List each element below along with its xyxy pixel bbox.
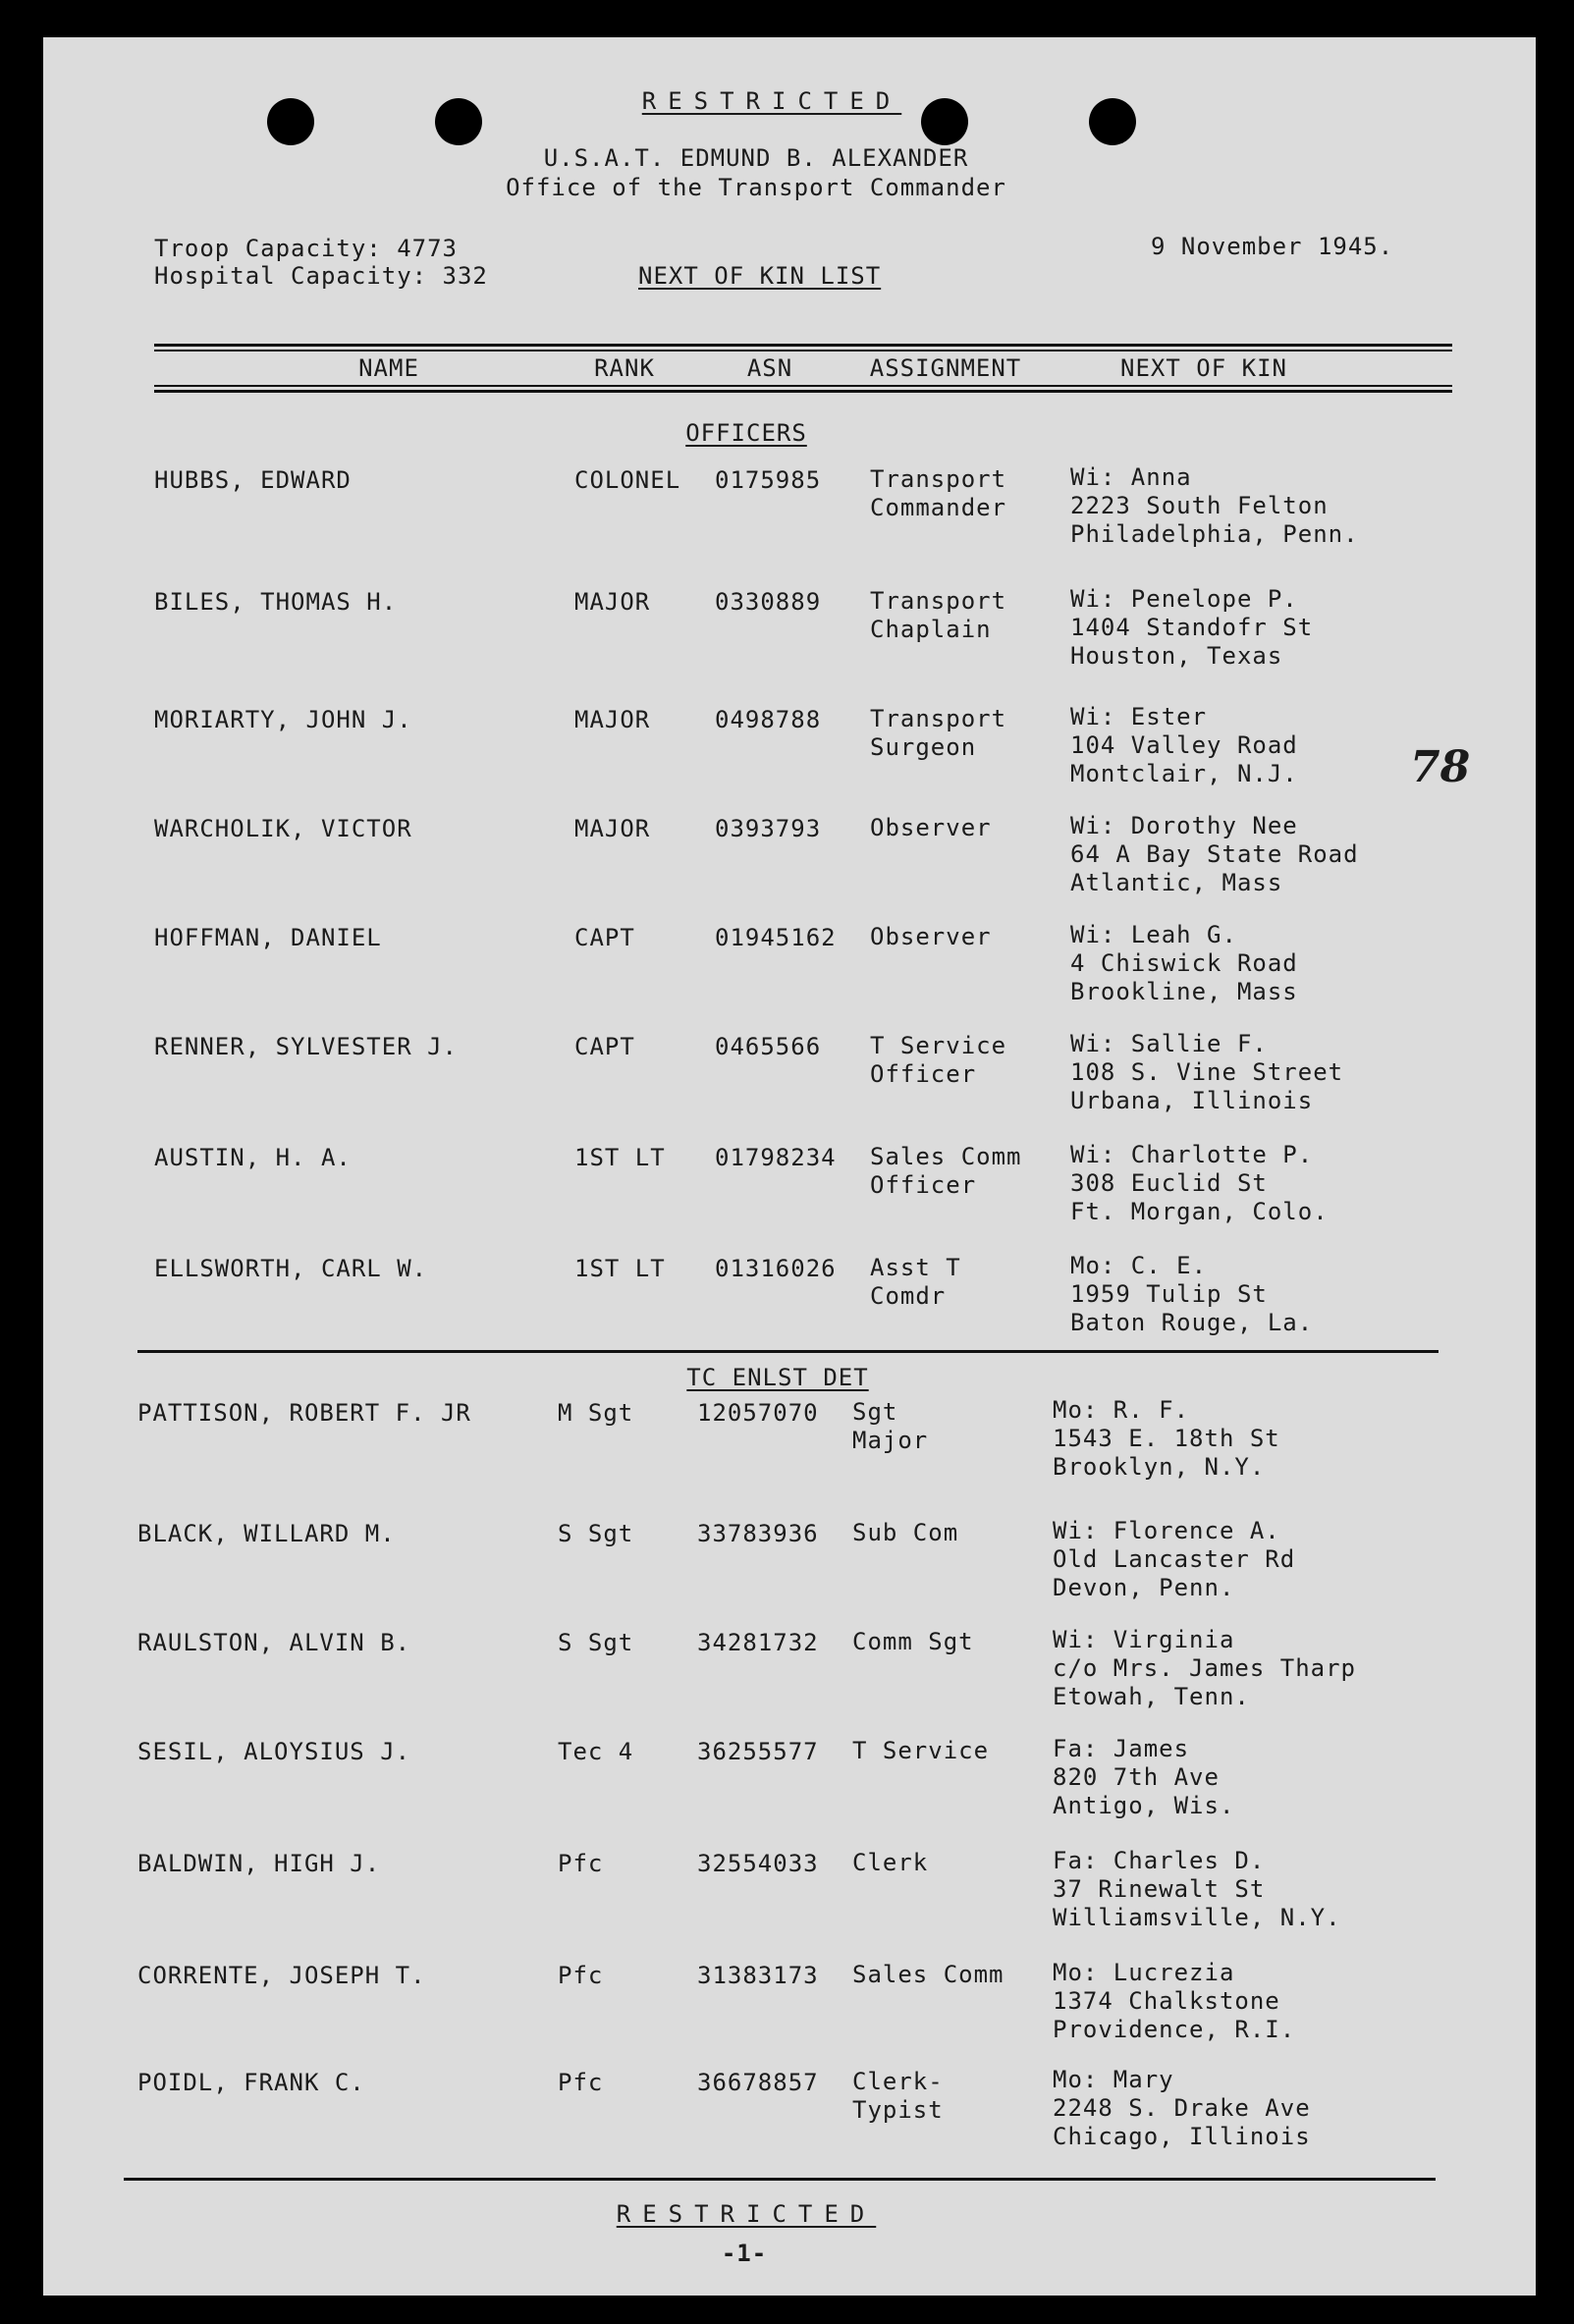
person-assignment-line: Transport — [870, 465, 1007, 493]
next-of-kin-line: 64 A Bay State Road — [1070, 840, 1359, 868]
section-divider — [137, 1350, 1438, 1353]
next-of-kin-line: Fa: James — [1053, 1735, 1190, 1762]
handwritten-number: 78 — [1410, 742, 1471, 792]
next-of-kin-line: Devon, Penn. — [1053, 1574, 1235, 1601]
person-asn: 0465566 — [715, 1033, 822, 1060]
person-assignment-line: Comdr — [870, 1282, 947, 1310]
person-rank: MAJOR — [574, 588, 651, 616]
column-header-kin: NEXT OF KIN — [1120, 354, 1287, 382]
page-number: -1- — [721, 2240, 768, 2267]
person-assignment-line: Observer — [870, 923, 992, 950]
punch-hole — [1089, 98, 1136, 145]
next-of-kin-line: Mo: Lucrezia — [1053, 1959, 1235, 1986]
next-of-kin-line: 2248 S. Drake Ave — [1053, 2094, 1311, 2122]
next-of-kin-line: Old Lancaster Rd — [1053, 1545, 1296, 1573]
header-rule-bottom — [154, 385, 1452, 387]
next-of-kin-line: 1374 Chalkstone — [1053, 1987, 1280, 2015]
next-of-kin-line: Wi: Leah G. — [1070, 921, 1237, 948]
next-of-kin-line: Wi: Ester — [1070, 703, 1208, 730]
person-assignment-line: Transport — [870, 587, 1007, 615]
person-name: RENNER, SYLVESTER J. — [154, 1033, 458, 1060]
next-of-kin-line: Brooklyn, N.Y. — [1053, 1453, 1266, 1481]
person-rank: S Sgt — [558, 1520, 634, 1547]
classification-bottom: RESTRICTED — [616, 2200, 877, 2228]
next-of-kin-line: 1543 E. 18th St — [1053, 1425, 1280, 1452]
person-assignment-line: Sales Comm — [870, 1143, 1022, 1170]
next-of-kin-line: 4 Chiswick Road — [1070, 949, 1298, 977]
person-assignment-line: Major — [852, 1427, 929, 1454]
next-of-kin-line: Mo: C. E. — [1070, 1252, 1208, 1279]
punch-hole — [921, 98, 968, 145]
next-of-kin-line: 108 S. Vine Street — [1070, 1058, 1344, 1086]
column-header-assignment: ASSIGNMENT — [869, 354, 1022, 382]
list-title: NEXT OF KIN LIST — [638, 262, 882, 290]
troop-capacity: Troop Capacity: 4773 — [154, 235, 458, 262]
person-assignment-line: Clerk — [852, 1849, 929, 1876]
person-name: AUSTIN, H. A. — [154, 1144, 352, 1171]
person-assignment-line: Clerk- — [852, 2068, 944, 2095]
next-of-kin-line: Wi: Anna — [1070, 463, 1192, 491]
person-rank: MAJOR — [574, 706, 651, 733]
person-name: ELLSWORTH, CARL W. — [154, 1255, 428, 1282]
person-rank: CAPT — [574, 924, 635, 951]
person-asn: 36678857 — [697, 2069, 819, 2096]
person-asn: 33783936 — [697, 1520, 819, 1547]
person-assignment-line: Observer — [870, 814, 992, 841]
person-assignment-line: Sales Comm — [852, 1961, 1004, 1988]
next-of-kin-line: Wi: Charlotte P. — [1070, 1141, 1314, 1168]
next-of-kin-line: 308 Euclid St — [1070, 1169, 1268, 1197]
hospital-capacity: Hospital Capacity: 332 — [154, 262, 488, 290]
person-assignment-line: Chaplain — [870, 616, 992, 643]
person-asn: 12057070 — [697, 1399, 819, 1427]
punch-hole — [267, 98, 314, 145]
person-assignment-line: Surgeon — [870, 733, 977, 761]
person-assignment-line: Comm Sgt — [852, 1628, 974, 1655]
next-of-kin-line: Etowah, Tenn. — [1053, 1683, 1250, 1710]
person-asn: 01945162 — [715, 924, 837, 951]
person-rank: 1ST LT — [574, 1255, 666, 1282]
person-asn: 0393793 — [715, 815, 822, 842]
person-name: HUBBS, EDWARD — [154, 466, 352, 494]
header-rule-top-2 — [154, 350, 1452, 351]
person-rank: Pfc — [558, 1850, 604, 1877]
person-name: MORIARTY, JOHN J. — [154, 706, 412, 733]
document-date: 9 November 1945. — [1151, 233, 1394, 260]
next-of-kin-line: Baton Rouge, La. — [1070, 1309, 1314, 1336]
person-name: RAULSTON, ALVIN B. — [137, 1629, 411, 1656]
next-of-kin-line: Providence, R.I. — [1053, 2016, 1296, 2043]
person-name: HOFFMAN, DANIEL — [154, 924, 382, 951]
next-of-kin-line: Wi: Penelope P. — [1070, 585, 1298, 613]
next-of-kin-line: Philadelphia, Penn. — [1070, 520, 1359, 548]
person-rank: Pfc — [558, 2069, 604, 2096]
person-name: BILES, THOMAS H. — [154, 588, 398, 616]
next-of-kin-line: c/o Mrs. James Tharp — [1053, 1654, 1356, 1682]
person-name: SESIL, ALOYSIUS J. — [137, 1738, 411, 1765]
next-of-kin-line: Williamsville, N.Y. — [1053, 1904, 1341, 1931]
next-of-kin-line: Antigo, Wis. — [1053, 1792, 1235, 1819]
person-rank: Pfc — [558, 1962, 604, 1989]
next-of-kin-line: Wi: Florence A. — [1053, 1517, 1280, 1544]
person-name: BLACK, WILLARD M. — [137, 1520, 396, 1547]
person-asn: 0498788 — [715, 706, 822, 733]
footer-rule — [124, 2178, 1436, 2181]
next-of-kin-line: Chicago, Illinois — [1053, 2123, 1311, 2150]
person-assignment-line: Commander — [870, 494, 1007, 521]
next-of-kin-line: Urbana, Illinois — [1070, 1087, 1314, 1114]
person-asn: 0175985 — [715, 466, 822, 494]
person-asn: 32554033 — [697, 1850, 819, 1877]
ship-name: U.S.A.T. EDMUND B. ALEXANDER — [543, 144, 969, 172]
next-of-kin-line: Houston, Texas — [1070, 642, 1283, 670]
header-rule-top — [154, 344, 1452, 347]
person-rank: S Sgt — [558, 1629, 634, 1656]
person-name: CORRENTE, JOSEPH T. — [137, 1962, 426, 1989]
next-of-kin-line: Ft. Morgan, Colo. — [1070, 1198, 1329, 1225]
next-of-kin-line: 104 Valley Road — [1070, 731, 1298, 759]
person-assignment-line: Typist — [852, 2096, 944, 2124]
person-rank: M Sgt — [558, 1399, 634, 1427]
person-assignment-line: Asst T — [870, 1254, 961, 1281]
next-of-kin-line: Wi: Sallie F. — [1070, 1030, 1268, 1057]
person-rank: COLONEL — [574, 466, 681, 494]
classification-top: RESTRICTED — [641, 87, 902, 115]
person-assignment-line: Sgt — [852, 1398, 898, 1426]
person-rank: 1ST LT — [574, 1144, 666, 1171]
person-asn: 01316026 — [715, 1255, 837, 1282]
person-name: PATTISON, ROBERT F. JR — [137, 1399, 471, 1427]
section-heading-officers: OFFICERS — [685, 419, 807, 447]
section-heading-enlisted: TC ENLST DET — [686, 1364, 869, 1391]
next-of-kin-line: Brookline, Mass — [1070, 978, 1298, 1005]
next-of-kin-line: 1404 Standofr St — [1070, 614, 1314, 641]
person-assignment-line: Sub Com — [852, 1519, 959, 1546]
person-assignment-line: Officer — [870, 1171, 977, 1199]
person-rank: MAJOR — [574, 815, 651, 842]
next-of-kin-line: Wi: Virginia — [1053, 1626, 1235, 1653]
next-of-kin-line: Atlantic, Mass — [1070, 869, 1283, 896]
column-header-name: NAME — [358, 354, 419, 382]
next-of-kin-line: Fa: Charles D. — [1053, 1847, 1266, 1874]
next-of-kin-line: 820 7th Ave — [1053, 1763, 1220, 1791]
person-assignment-line: T Service — [870, 1032, 1007, 1059]
person-name: WARCHOLIK, VICTOR — [154, 815, 412, 842]
person-assignment-line: Officer — [870, 1060, 977, 1088]
person-rank: CAPT — [574, 1033, 635, 1060]
header-rule-bottom-2 — [154, 390, 1452, 393]
person-name: BALDWIN, HIGH J. — [137, 1850, 381, 1877]
person-name: POIDL, FRANK C. — [137, 2069, 365, 2096]
person-asn: 34281732 — [697, 1629, 819, 1656]
next-of-kin-line: Mo: Mary — [1053, 2066, 1174, 2093]
person-assignment-line: T Service — [852, 1737, 990, 1764]
next-of-kin-line: Montclair, N.J. — [1070, 760, 1298, 787]
person-rank: Tec 4 — [558, 1738, 634, 1765]
column-header-asn: ASN — [746, 354, 793, 382]
next-of-kin-line: 2223 South Felton — [1070, 492, 1329, 519]
person-asn: 36255577 — [697, 1738, 819, 1765]
person-asn: 01798234 — [715, 1144, 837, 1171]
next-of-kin-line: Mo: R. F. — [1053, 1396, 1190, 1424]
office-name: Office of the Transport Commander — [506, 174, 1006, 201]
punch-hole — [435, 98, 482, 145]
next-of-kin-line: 37 Rinewalt St — [1053, 1875, 1266, 1903]
next-of-kin-line: Wi: Dorothy Nee — [1070, 812, 1298, 839]
column-header-rank: RANK — [594, 354, 655, 382]
person-asn: 31383173 — [697, 1962, 819, 1989]
person-asn: 0330889 — [715, 588, 822, 616]
person-assignment-line: Transport — [870, 705, 1007, 732]
next-of-kin-line: 1959 Tulip St — [1070, 1280, 1268, 1308]
